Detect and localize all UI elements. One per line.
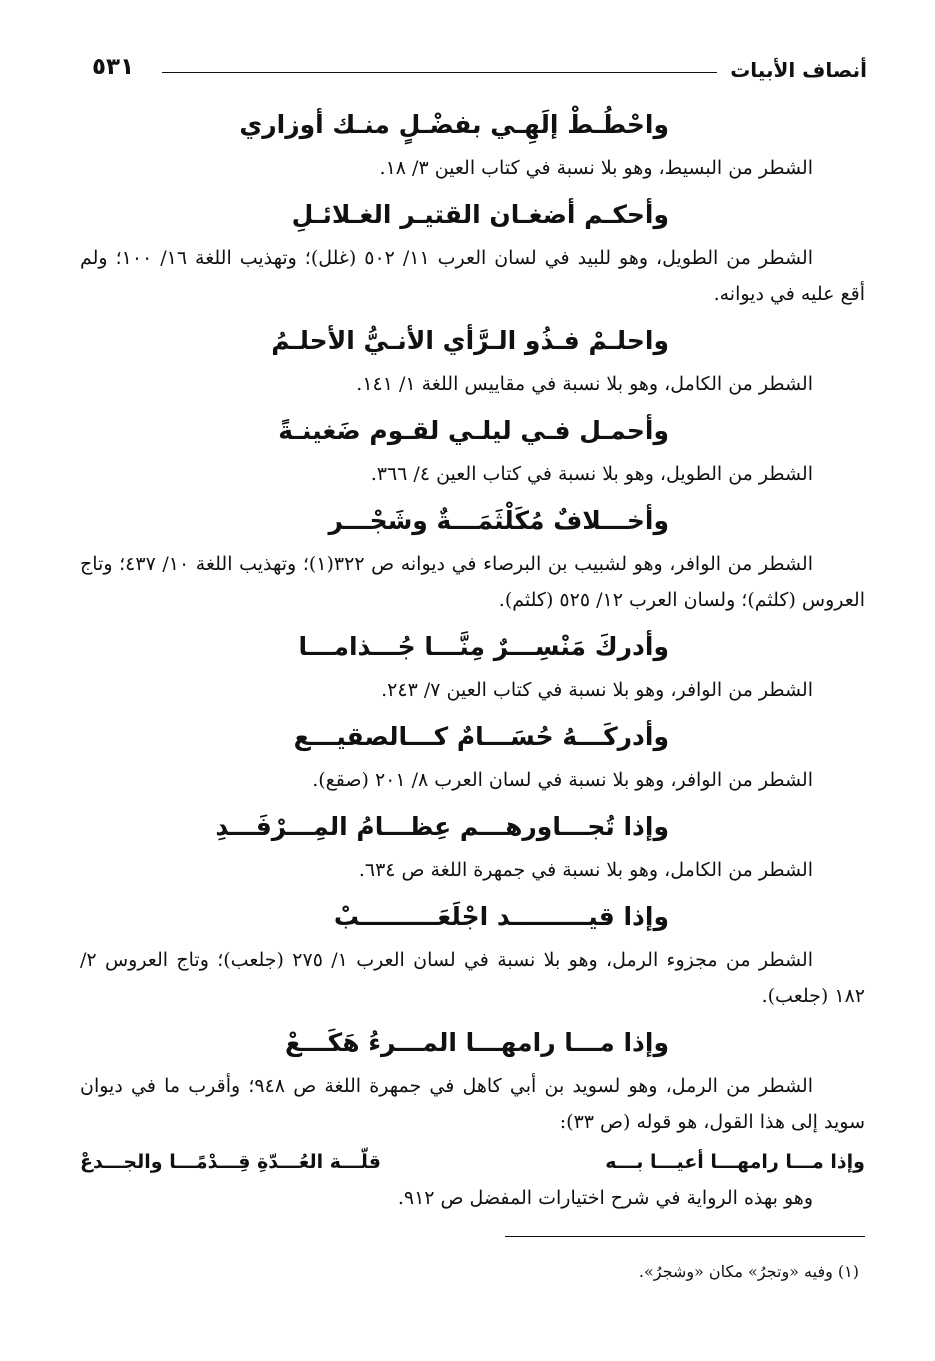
entry (80, 802, 865, 888)
entry (80, 1018, 865, 1216)
verse-hemistich: وإذا تُجـــاورهـــم عِظـــامُ المِـــرْفَـــدِ (215, 812, 669, 841)
verse-note: الشطر من الوافر، وهو بلا نسبة في كتاب العين ٧/ ٢٤٣. (381, 679, 813, 701)
verse-hemistich: وإذا مـــا رامهـــا المـــرءُ هَكَـــعْ (284, 1028, 669, 1057)
verse-hemistich: وأدركَـــهُ حُسَـــامٌ كـــالصقيـــع (293, 722, 669, 751)
verse-hemistich: واحلـمْ فـذُو الـرَّأي الأنـيُّ الأحلـمُ (271, 326, 669, 355)
running-title: أنصاف الأبيات (730, 58, 867, 82)
entry (80, 892, 865, 1014)
entry (80, 406, 865, 492)
verse-note: الشطر من الوافر، وهو بلا نسبة في لسان العرب ٨/ ٢٠١ (صقع). (312, 769, 813, 791)
verse-note: الشطر من الكامل، وهو بلا نسبة في مقاييس اللغة ١/ ١٤١. (356, 373, 813, 395)
entry (80, 712, 865, 798)
entry (80, 316, 865, 402)
couplet-second-hemistich: قلّـــة العُـــدّةِ قِـــدْمًـــا والجـــدعْ (80, 1151, 381, 1173)
verse-note: الشطر من الرمل، وهو لسويد بن أبي كاهل في جمهرة اللغة ص ٩٤٨؛ وأقرب ما في ديوان سويد إلى هذا القول، هو قوله (ص ٣٣): (80, 1075, 865, 1133)
verse-hemistich: وأدركَ مَنْسِـــرٌ مِنَّـــا جُـــذامـــا (298, 632, 669, 661)
verse-note: الشطر من الوافر، وهو لشبيب بن البرصاء في ديوانه ص ٣٢٢(١)؛ وتهذيب اللغة ١٠/ ٤٣٧؛ وتاج العروس (كلثم)؛ ولسان العرب ١٢/ ٥٢٥ (كلثم). (80, 553, 865, 611)
verse-note: الشطر من الطويل، وهو للبيد في لسان العرب ١١/ ٥٠٢ (غلل)؛ وتهذيب اللغة ١٦/ ١٠٠؛ ولم أقع عليه في ديوانه. (80, 247, 865, 305)
entry (80, 100, 865, 186)
closing-note: وهو بهذه الرواية في شرح اختيارات المفضل ص ٩١٢. (397, 1187, 813, 1209)
verse-hemistich: وأخـــلافٌ مُكَلْثَمَـــةٌ وشَجْـــر (328, 506, 669, 535)
verse-hemistich: وأحمـل فـي ليلـي لقـوم ضَغينـةً (278, 416, 669, 445)
verse-hemistich: واحْطُـطْ إلَهِـي بفضْـلٍ منـك أوزاري (239, 110, 669, 139)
entry (80, 622, 865, 708)
verse-note: الشطر من الطويل، وهو بلا نسبة في كتاب العين ٤/ ٣٦٦. (370, 463, 813, 485)
page-content (80, 100, 865, 1216)
page-header (92, 50, 867, 90)
verse-note: الشطر من مجزوء الرمل، وهو بلا نسبة في لسان العرب ١/ ٢٧٥ (جلعب)؛ وتاج العروس ٢/ ١٨٢ (جلعب). (80, 949, 865, 1007)
footnote-rule (505, 1236, 865, 1237)
quoted-couplet (80, 1144, 865, 1180)
verse-note: الشطر من الكامل، وهو بلا نسبة في جمهرة اللغة ص ٦٣٤. (358, 859, 813, 881)
entry (80, 190, 865, 312)
verse-hemistich: وأحكـم أضغـان القتيـر الغـلائـلِ (291, 200, 669, 229)
page-number: ٥٣١ (92, 54, 135, 80)
verse-hemistich: وإذا قيـــــــــد اجْلَعَـــــــــبْ (333, 902, 669, 931)
header-rule (162, 72, 717, 73)
footnote: (١) وفيه «وتجرُ» مكان «وشجرُ». (638, 1262, 859, 1281)
verse-note: الشطر من البسيط، وهو بلا نسبة في كتاب العين ٣/ ١٨. (379, 157, 813, 179)
entry (80, 496, 865, 618)
couplet-first-hemistich: وإذا مـــا رامهـــا أعيـــا بـــه (605, 1151, 865, 1173)
